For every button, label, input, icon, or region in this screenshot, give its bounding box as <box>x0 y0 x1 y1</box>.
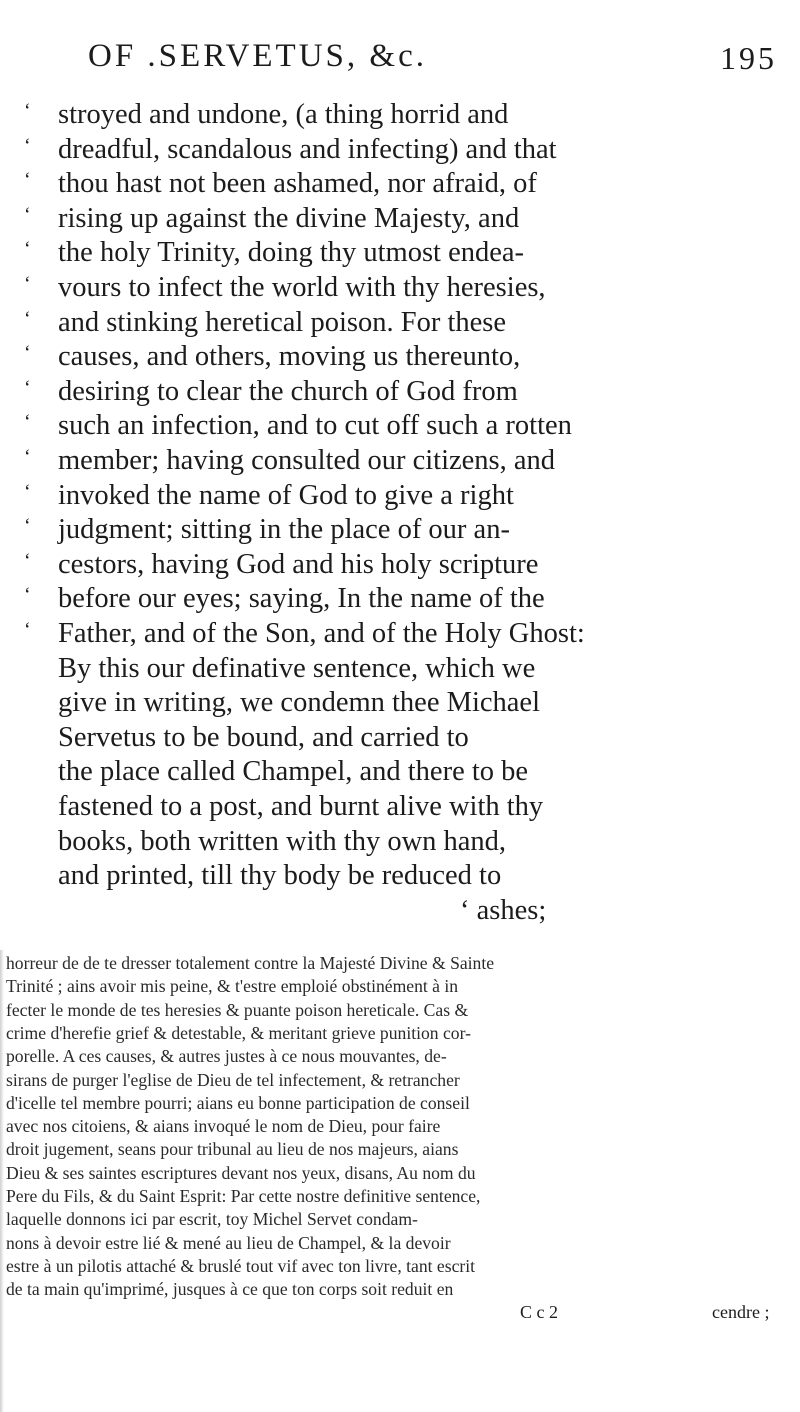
english-line <box>0 580 800 618</box>
english-line-text: rising up against the divine Majesty, and <box>58 202 520 234</box>
english-line-text: thou hast not been ashamed, nor afraid, of <box>58 168 537 200</box>
quote-mark: ‘ <box>24 307 31 330</box>
quote-mark: ‘ <box>24 169 31 192</box>
english-line-text: member; having consulted our citizens, and <box>58 445 556 476</box>
english-line <box>0 650 800 688</box>
french-line: nons à devoir estre lié & mené au lieu de Champel, & la devoir <box>6 1232 451 1253</box>
english-line-text: vours to infect the world with thy heresies, <box>58 272 546 303</box>
french-line: sirans de purger l'eglise de Dieu de tel infectement, & retrancher <box>6 1069 460 1090</box>
english-line <box>0 753 800 791</box>
english-line-text: and stinking heretical poison. For these <box>58 306 506 338</box>
english-line <box>0 684 800 722</box>
catchword: cendre ; <box>712 1301 770 1322</box>
french-line: de ta main qu'imprimé, jusques à ce que ton corps soit reduit en <box>6 1279 454 1300</box>
quote-mark: ‘ <box>24 480 31 503</box>
quote-mark: ‘ <box>24 446 31 468</box>
english-line <box>0 892 800 930</box>
english-line <box>0 407 800 445</box>
english-line <box>0 788 800 826</box>
english-line <box>0 200 800 238</box>
quote-mark: ‘ <box>24 411 31 434</box>
quote-mark: ‘ <box>24 342 31 365</box>
english-line-text: the place called Champel, and there to be <box>58 756 529 788</box>
page-edge-shadow <box>0 950 4 1412</box>
quote-mark: ‘ <box>24 549 31 572</box>
english-line <box>0 269 800 307</box>
english-line-text: dreadful, scandalous and infecting) and that <box>58 133 557 165</box>
english-line <box>0 511 800 549</box>
english-line-text: fastened to a post, and burnt alive with thy <box>58 791 544 822</box>
english-line <box>0 165 800 203</box>
english-line <box>0 857 800 895</box>
quote-mark: ‘ <box>24 376 31 399</box>
english-line <box>0 96 800 134</box>
english-line-text: desiring to clear the church of God from <box>58 375 518 407</box>
english-line-text: books, both written with thy own hand, <box>58 825 507 857</box>
english-line-text: Father, and of the Son, and of the Holy Ghost: <box>58 618 585 649</box>
english-line-text: the holy Trinity, doing thy utmost endea- <box>58 237 525 269</box>
english-line-text: such an infection, and to cut off such a rotten <box>58 410 572 442</box>
quote-mark: ‘ <box>24 515 31 538</box>
english-line <box>0 234 800 272</box>
english-line-text: Servetus to be bound, and carried to <box>58 721 469 753</box>
french-line: Dieu & ses saintes escriptures devant nos yeux, disans, Au nom du <box>6 1162 476 1183</box>
quote-mark: ‘ <box>24 273 31 295</box>
french-line: porelle. A ces causes, & autres justes à ce nous mouvantes, de- <box>6 1046 447 1067</box>
english-line <box>0 719 800 757</box>
english-line <box>0 131 800 169</box>
french-line: avec nos citoiens, & aians invoqué le nom de Dieu, pour faire <box>6 1116 441 1137</box>
page-number: 195 <box>720 40 777 76</box>
english-line-text: causes, and others, moving us thereunto, <box>58 341 521 373</box>
quote-mark: ‘ <box>24 584 31 607</box>
page-header <box>0 38 800 84</box>
english-line <box>0 823 800 861</box>
french-line: crime d'herefie grief & detestable, & meritant grieve punition cor- <box>6 1022 471 1043</box>
signature-mark: C c 2 <box>520 1301 558 1322</box>
quote-mark: ‘ <box>24 238 31 261</box>
english-line-text: before our eyes; saying, In the name of the <box>58 583 545 615</box>
english-line-text: judgment; sitting in the place of our an- <box>58 514 510 546</box>
english-line-text: stroyed and undone, (a thing horrid and <box>58 99 509 130</box>
english-line <box>0 338 800 376</box>
french-line: droit jugement, seans pour tribunal au lieu de nos majeurs, aians <box>6 1139 459 1160</box>
english-line <box>0 546 800 584</box>
quote-mark: ‘ <box>24 619 31 641</box>
french-line: Pere du Fils, & du Saint Esprit: Par cette nostre definitive sentence, <box>6 1186 481 1206</box>
english-line <box>0 373 800 411</box>
french-line: estre à un pilotis attaché & bruslé tout vif avec ton livre, tant escrit <box>6 1255 476 1276</box>
english-line-text: invoked the name of God to give a right <box>58 479 514 511</box>
french-line: laquelle donnons ici par escrit, toy Michel Servet condam- <box>6 1209 418 1230</box>
english-line <box>0 477 800 515</box>
english-line-text: By this our definative sentence, which we <box>58 652 536 684</box>
running-head: OF .SERVETUS, &c. <box>88 38 427 74</box>
english-line-text: and printed, till thy body be reduced to <box>58 860 502 892</box>
french-line: Trinité ; ains avoir mis peine, & t'estre emploié obstinément à in <box>6 976 459 997</box>
quote-mark: ‘ <box>24 100 31 122</box>
english-line-text: give in writing, we condemn thee Michael <box>58 687 540 719</box>
quote-mark: ‘ <box>24 203 31 226</box>
english-line <box>0 304 800 342</box>
english-line <box>0 615 800 653</box>
english-line-text: ‘ ashes; <box>460 894 547 926</box>
french-line: horreur de de te dresser totalement contre la Majesté Divine & Sainte <box>6 953 495 973</box>
english-line <box>0 442 800 480</box>
english-line-text: cestors, having God and his holy scripture <box>58 548 539 580</box>
french-line: fecter le monde de tes heresies & puante poison hereticale. Cas & <box>6 999 469 1020</box>
quote-mark: ‘ <box>24 134 31 157</box>
french-line: d'icelle tel membre pourri; aians eu bonne participation de conseil <box>6 1092 470 1113</box>
